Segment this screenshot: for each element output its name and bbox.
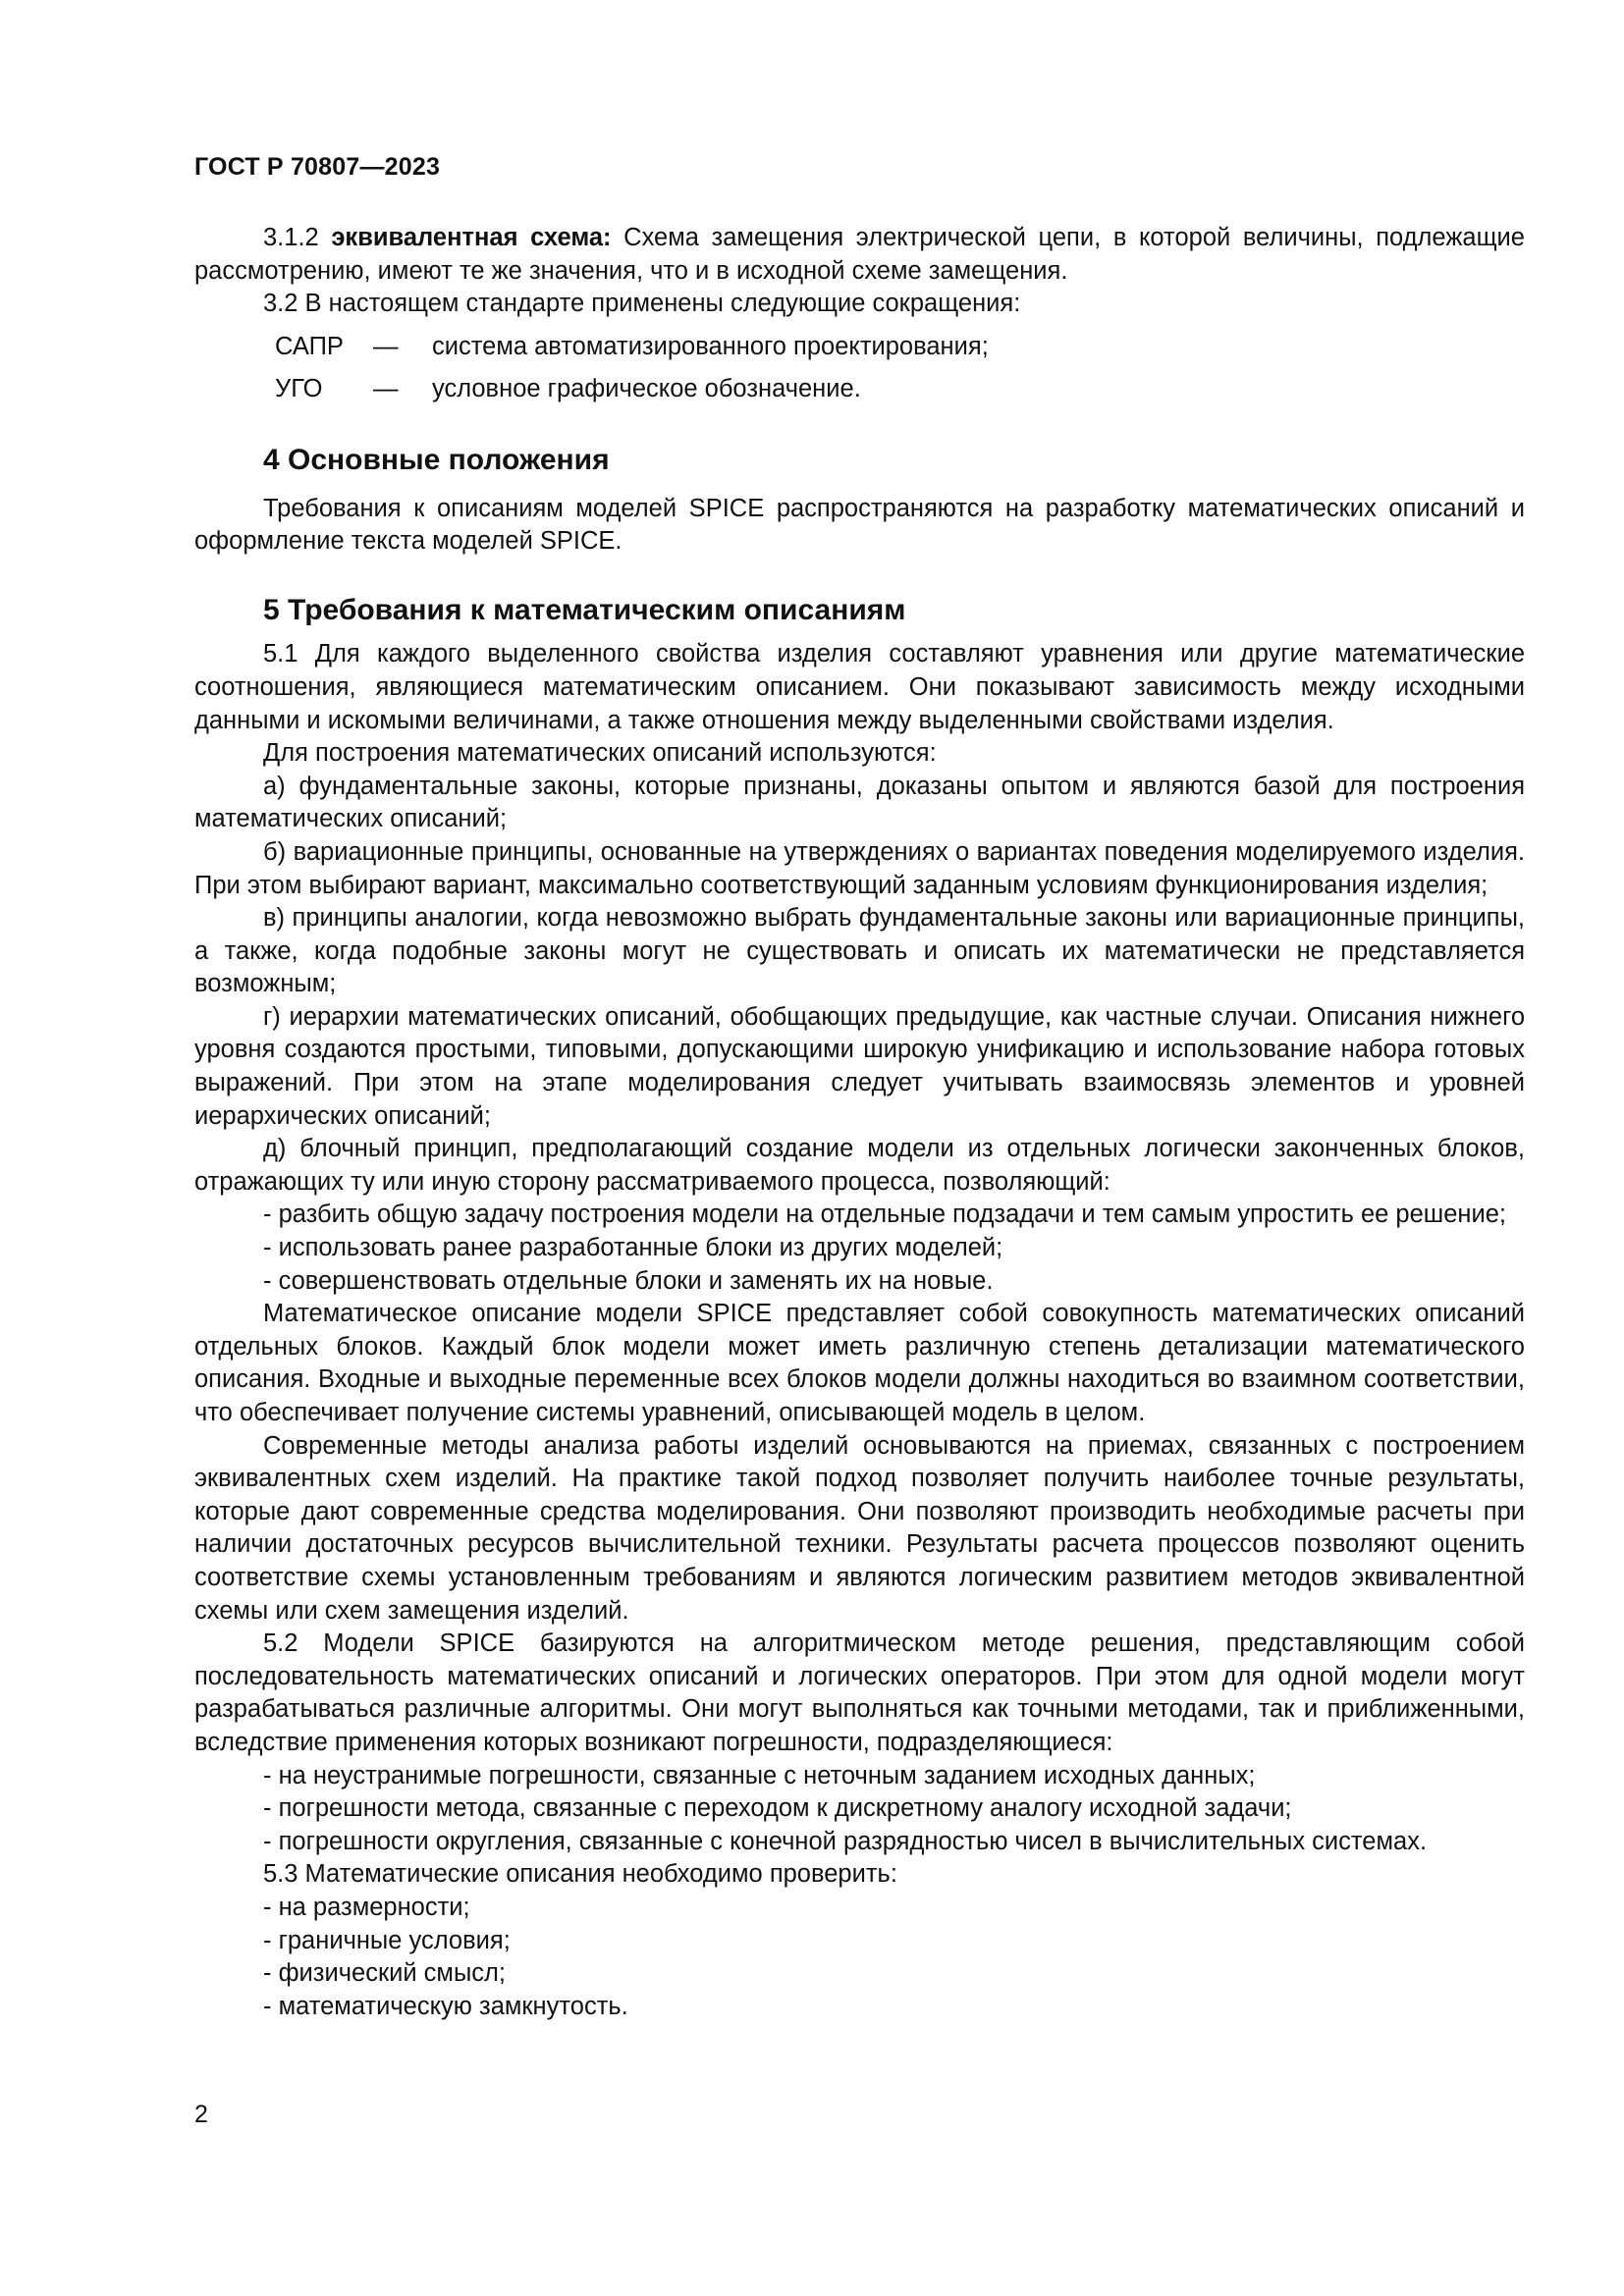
list-item-b: б) вариационные принципы, основанные на утверждениях о вариантах поведения моделируемого изделия. При этом выбирают вариант, максимально соответствующий заданным условиям функционирования изделия; xyxy=(194,837,1525,899)
paragraph-5-2: 5.2 Модели SPICE базируются на алгоритмическом методе решения, представляющим собой последовательность математических описаний и логических операторов. При этом для одной модели могут разрабатываться различные алгоритмы. Они могут выполняться как точными методами, так и приближенными, вследствие применения которых возникают погрешности, подразделяющиеся: xyxy=(194,1629,1525,1756)
abbreviation-text: условное графическое обозначение. xyxy=(432,375,861,403)
section-5-heading: 5 Требования к математическим описаниям xyxy=(263,593,906,626)
bullet-item: - погрешности метода, связанные с переходом к дискретному аналогу исходной задачи; xyxy=(263,1794,1292,1823)
bullet-item: - погрешности округления, связанные с конечной разрядностью чисел в вычислительных системах. xyxy=(263,1827,1428,1855)
abbreviation-term: САПР xyxy=(275,332,344,360)
abbreviation-dash: — xyxy=(373,375,399,403)
abbreviation-dash: — xyxy=(373,332,399,360)
page-number: 2 xyxy=(194,2101,208,2128)
paragraph-math-description: Математическое описание модели SPICE представляет собой совокупность математических описаний отдельных блоков. Каждый блок модели может иметь различную степень детализации математического описания. Входные и выходные переменные всех блоков модели должны находиться во взаимном соответствии, что обеспечивает получение системы уравнений, описывающей модель в целом. xyxy=(194,1300,1525,1426)
clause-number: 3.1.2 xyxy=(263,224,332,251)
bullet-item: - использовать ранее разработанные блоки из других моделей; xyxy=(263,1234,1003,1262)
document-header: ГОСТ Р 70807—2023 xyxy=(194,153,441,181)
document-body xyxy=(194,222,1525,2023)
list-item-d: д) блочный принцип, предполагающий создание модели из отдельных логически законченных блоков, отражающих ту или иную сторону рассматриваемого процесса, позволяющий: xyxy=(194,1135,1525,1196)
paragraph-modern-methods: Современные методы анализа работы изделий основываются на приемах, связанных с построением эквивалентных схем изделий. На практике такой подход позволяет получить наиболее точные результаты, которые дают современные средства моделирования. Они позволяют производить необходимые расчеты при наличии достаточных ресурсов вычислительной техники. Результаты расчета процессов позволяют оценить соответствие схемы установленным требованиям и являются логическим развитием методов эквивалентной схемы или схем замещения изделий. xyxy=(194,1431,1525,1625)
bullet-item: - физический смысл; xyxy=(263,1959,507,1988)
paragraph-3-2: 3.2 В настоящем стандарте применены следующие сокращения: xyxy=(263,290,1021,318)
paragraph-5-3: 5.3 Математические описания необходимо проверить: xyxy=(263,1860,897,1889)
bullet-item: - на неустранимые погрешности, связанные с неточным заданием исходных данных; xyxy=(263,1761,1256,1789)
abbreviation-row xyxy=(275,331,1525,364)
section-4-paragraph: Требования к описаниям моделей SPICE распространяются на разработку математических описаний и оформление текста моделей SPICE. xyxy=(194,494,1525,556)
list-item-g: г) иерархии математических описаний, обобщающих предыдущие, как частные случаи. Описания нижнего уровня создаются простыми, типовыми, допускающими широкую унификацию и использование набора готовых выражений. При этом на этапе моделирования следует учитывать взаимосвязь элементов и уровней иерархических описаний; xyxy=(194,1002,1525,1130)
list-intro: Для построения математических описаний используются: xyxy=(263,739,937,768)
abbreviation-term: УГО xyxy=(275,375,323,403)
paragraph-3-1-2 xyxy=(194,222,1525,288)
abbreviation-text: система автоматизированного проектирования; xyxy=(432,332,989,360)
bullet-item: - математическую замкнутость. xyxy=(263,1992,628,2020)
bullet-item: - совершенствовать отдельные блоки и заменять их на новые. xyxy=(263,1266,994,1295)
bullet-item: - разбить общую задачу построения модели на отдельные подзадачи и тем самым упростить ее решение; xyxy=(263,1201,1506,1229)
definition-text: Схема замещения электрической цепи, в которой величины, подлежащие рассмотрению, имеют те же значения, что и в исходной схеме замещения. xyxy=(194,224,1525,285)
list-item-a: а) фундаментальные законы, которые признаны, доказаны опытом и являются базой для построения математических описаний; xyxy=(194,772,1525,833)
term-definition: эквивалентная схема: xyxy=(331,224,612,251)
bullet-item: - граничные условия; xyxy=(263,1926,511,1954)
section-4-heading: 4 Основные положения xyxy=(263,443,610,476)
list-item-v: в) принципы аналогии, когда невозможно выбрать фундаментальные законы или вариационные принципы, а также, когда подобные законы могут не существовать и описать их математически не представляется возможным; xyxy=(194,904,1525,998)
paragraph-5-1: 5.1 Для каждого выделенного свойства изделия составляют уравнения или другие математические соотношения, являющиеся математическим описанием. Они показывают зависимость между исходными данными и искомыми величинами, а также отношения между выделенными свойствами изделия. xyxy=(194,640,1525,734)
abbreviation-row xyxy=(275,373,1525,406)
bullet-item: - на размерности; xyxy=(263,1893,470,1921)
